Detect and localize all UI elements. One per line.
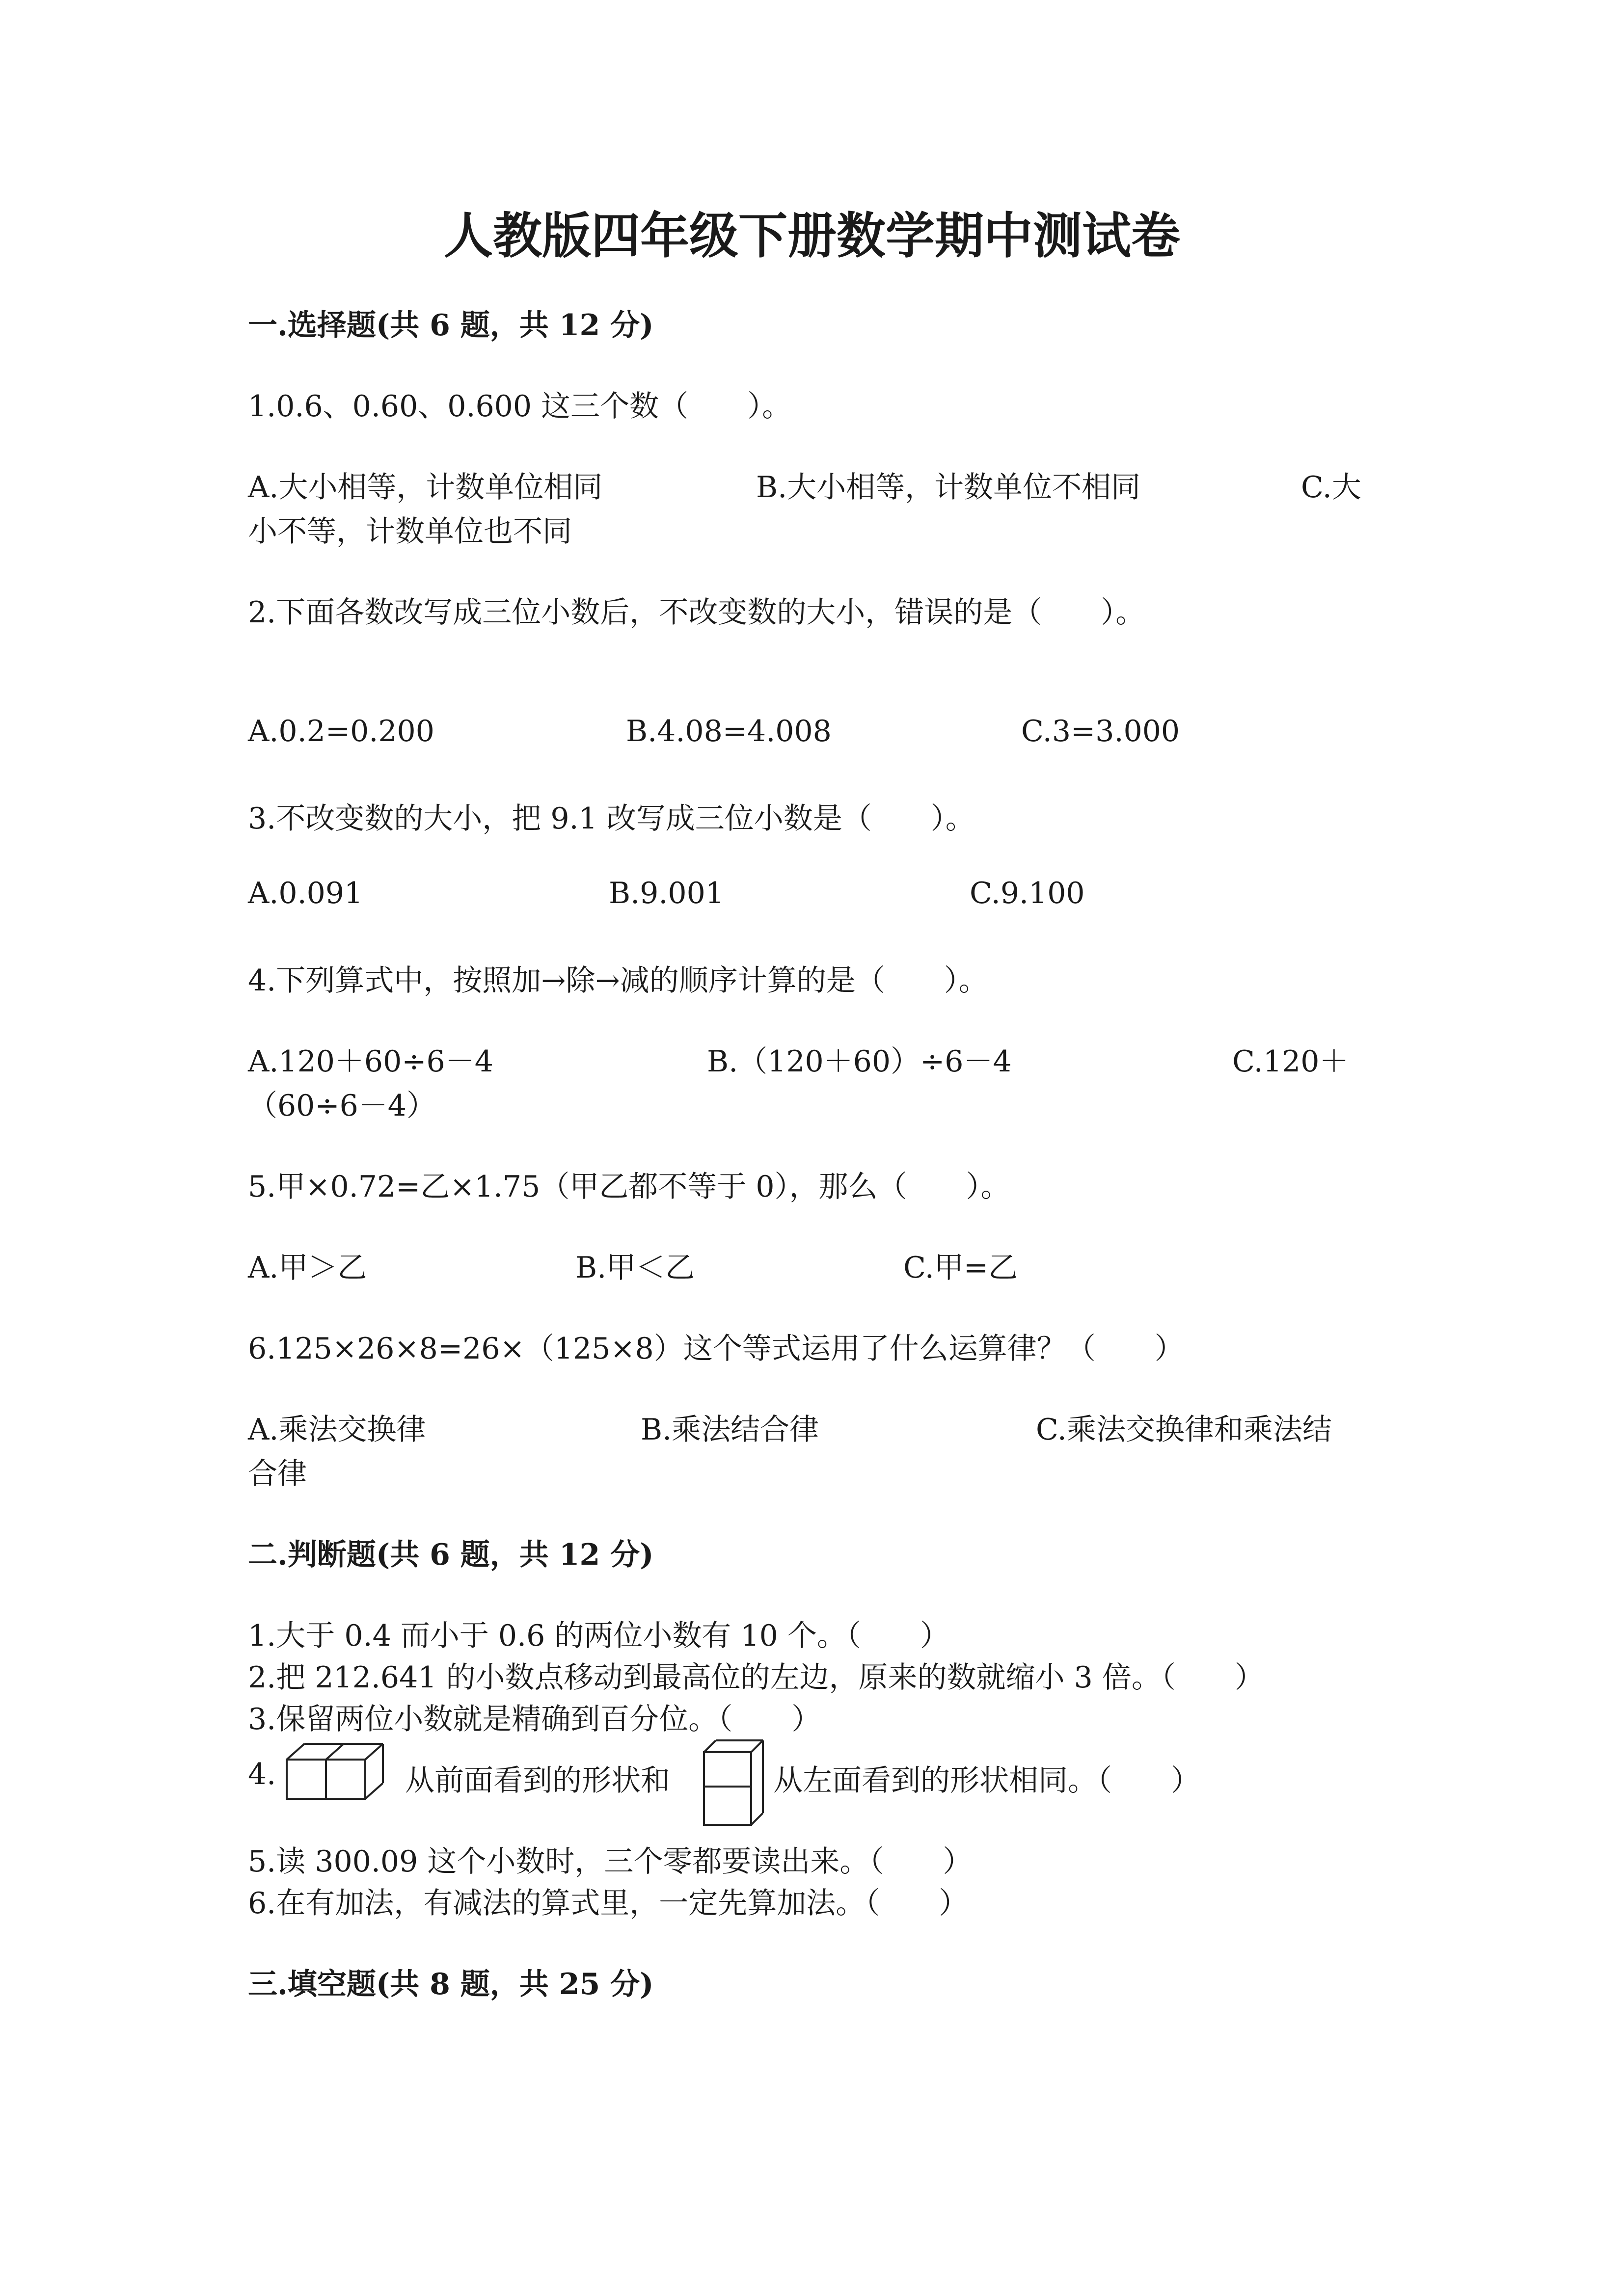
judge-item-5: 5.读 300.09 这个小数时，三个零都要读出来。（ ） [248, 1844, 973, 1879]
two-cubes-figure [285, 1740, 388, 1809]
question-4-option-c-cont: （60÷6－4） [248, 1089, 436, 1123]
question-5-option-a: A.甲＞乙 [248, 1251, 367, 1285]
question-2-option-c: C.3=3.000 [1021, 714, 1180, 748]
question-3-option-c: C.9.100 [970, 876, 1085, 910]
question-6-option-c-cont: 合律 [248, 1457, 307, 1491]
question-5-option-b: B.甲＜乙 [575, 1251, 695, 1285]
section-3-heading: 三.填空题(共 8 题，共 25 分) [248, 1967, 654, 2002]
question-1-option-c: C.大 [1301, 470, 1361, 505]
judge-item-6: 6.在有加法，有减法的算式里，一定先算加法。（ ） [248, 1886, 969, 1921]
page-title: 人教版四年级下册数学期中测试卷 [444, 207, 1180, 265]
question-3-option-a: A.0.091 [248, 876, 363, 910]
question-3-stem: 3.不改变数的大小，把 9.1 改写成三位小数是（ ）。 [248, 801, 975, 836]
question-2-stem: 2.下面各数改写成三位小数后，不改变数的大小，错误的是（ ）。 [248, 595, 1145, 630]
question-6-option-c: C.乘法交换律和乘法结 [1036, 1413, 1332, 1447]
judge-item-4-part-1: 从前面看到的形状和 [405, 1763, 670, 1798]
judge-item-4-part-2: 从左面看到的形状相同。（ ） [773, 1763, 1200, 1798]
question-5-stem: 5.甲×0.72=乙×1.75（甲乙都不等于 0），那么（ ）。 [248, 1170, 1010, 1204]
stacked-cubes-figure [702, 1737, 766, 1831]
question-6-option-b: B.乘法结合律 [641, 1413, 819, 1447]
question-1-option-b: B.大小相等，计数单位不相同 [756, 470, 1141, 505]
question-4-option-b: B.（120＋60）÷6－4 [707, 1044, 1012, 1079]
question-6-stem: 6.125×26×8=26×（125×8）这个等式运用了什么运算律？（ ） [248, 1332, 1184, 1366]
judge-item-1: 1.大于 0.4 而小于 0.6 的两位小数有 10 个。（ ） [248, 1619, 949, 1653]
question-4-stem: 4.下列算式中，按照加→除→减的顺序计算的是（ ）。 [248, 963, 988, 998]
question-1-stem: 1.0.6、0.60、0.600 这三个数（ ）。 [248, 389, 792, 424]
question-6-option-a: A.乘法交换律 [248, 1413, 426, 1447]
question-2-option-a: A.0.2=0.200 [248, 714, 434, 748]
judge-item-4-number: 4. [248, 1757, 276, 1791]
judge-item-3: 3.保留两位小数就是精确到百分位。（ ） [248, 1702, 821, 1736]
judge-item-2: 2.把 212.641 的小数点移动到最高位的左边，原来的数就缩小 3 倍。（ ） [248, 1660, 1264, 1695]
question-2-option-b: B.4.08=4.008 [626, 714, 832, 748]
question-1-option-a: A.大小相等，计数单位相同 [248, 470, 603, 505]
question-3-option-b: B.9.001 [609, 876, 724, 910]
question-5-option-c: C.甲=乙 [903, 1251, 1018, 1285]
question-4-option-a: A.120＋60÷6－4 [248, 1044, 493, 1079]
section-1-heading: 一.选择题(共 6 题，共 12 分) [248, 308, 654, 343]
question-4-option-c: C.120＋ [1232, 1044, 1349, 1079]
question-1-option-c-cont: 小不等，计数单位也不同 [248, 514, 572, 549]
section-2-heading: 二.判断题(共 6 题，共 12 分) [248, 1538, 654, 1572]
